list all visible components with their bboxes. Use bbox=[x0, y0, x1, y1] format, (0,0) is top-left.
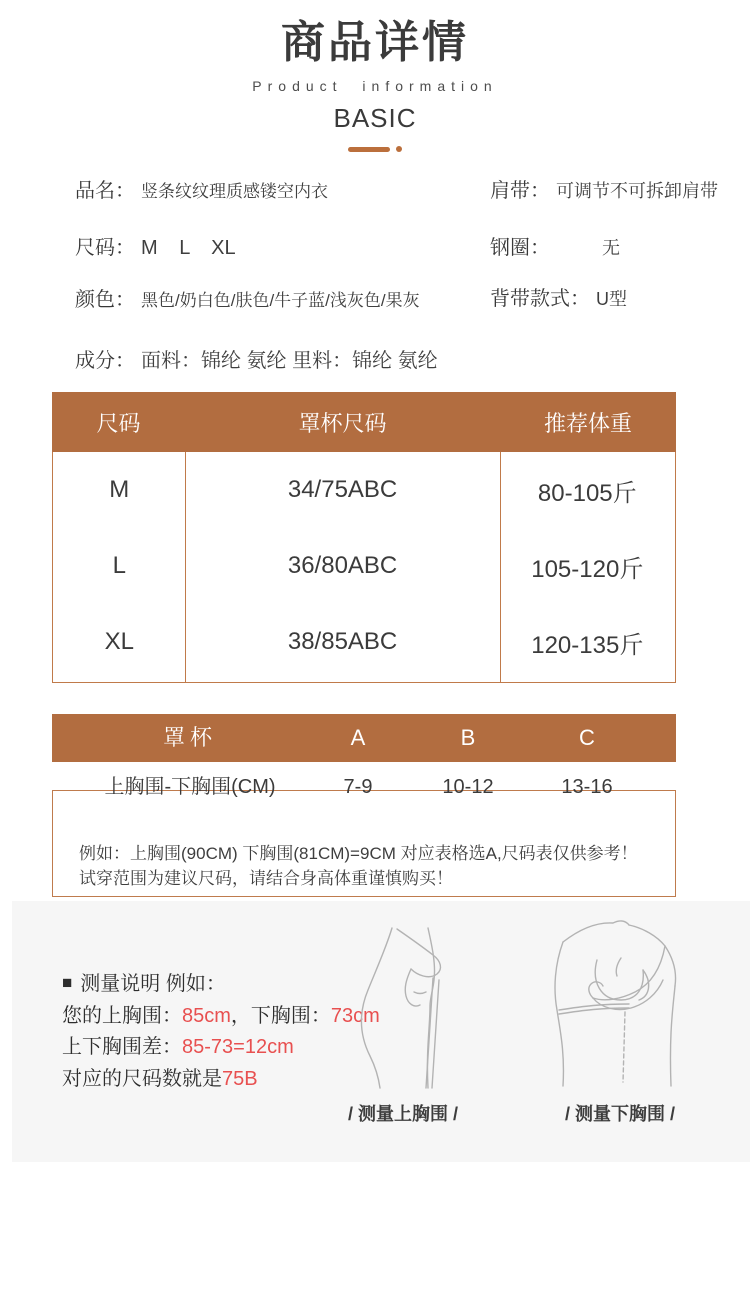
note-line-1: 例如：上胸围(90CM) 下胸围(81CM)=9CM 对应表格选A,尺码表仅供参考！ bbox=[79, 844, 638, 863]
basic-underline-dot bbox=[396, 146, 402, 152]
table-row bbox=[53, 452, 675, 528]
result-size-label: 对应的尺码数就是 bbox=[62, 1067, 222, 1090]
size-table-header bbox=[52, 392, 676, 452]
strap-label: 肩带： bbox=[490, 180, 550, 202]
cup-table-row bbox=[52, 772, 676, 802]
composition-label: 成分： bbox=[75, 350, 135, 372]
underwire-value: 无 bbox=[602, 238, 620, 258]
info-row-size bbox=[75, 231, 236, 260]
under-bust-label: ，下胸围： bbox=[230, 1004, 331, 1027]
note-line-2: 试穿范围为建议尺码，请结合身高体重谨慎购买！ bbox=[79, 869, 453, 888]
info-row-color bbox=[75, 283, 420, 312]
cup-header-a: A bbox=[350, 725, 366, 750]
result-size-value: 75B bbox=[222, 1067, 258, 1090]
cell-size-l: L bbox=[112, 552, 126, 579]
cup-header-cup: 罩杯 bbox=[162, 725, 218, 750]
page-title: 商品详情 bbox=[281, 18, 469, 67]
info-row-product-name bbox=[75, 174, 328, 203]
measure-upper-bust-figure bbox=[340, 926, 480, 1095]
column-divider bbox=[185, 452, 186, 682]
measurement-line-2 bbox=[62, 1032, 380, 1064]
underwire-label: 钢圈： bbox=[490, 237, 550, 259]
bust-difference-label: 上下胸围差： bbox=[62, 1036, 182, 1058]
caption-under-bust: / 测量下胸围 / bbox=[564, 1104, 675, 1124]
measurement-line-1 bbox=[62, 1001, 380, 1033]
cup-row-label: 上胸围-下胸围(CM) bbox=[104, 776, 276, 798]
info-row-strap bbox=[490, 174, 718, 203]
product-name-label: 品名： bbox=[75, 180, 135, 202]
product-name-value: 竖条纹纹理质感镂空内衣 bbox=[141, 182, 328, 201]
size-table bbox=[52, 392, 676, 683]
caption-upper-bust: / 测量上胸围 / bbox=[347, 1104, 458, 1124]
basic-underline-bar bbox=[348, 147, 390, 152]
color-label: 颜色： bbox=[75, 289, 135, 311]
size-table-header-cup: 罩杯尺码 bbox=[298, 410, 387, 436]
cell-size-m: M bbox=[109, 476, 130, 503]
column-divider bbox=[500, 452, 501, 682]
note-text bbox=[79, 841, 638, 891]
cell-cup-xl: 38/85ABC bbox=[287, 628, 398, 655]
basic-underline bbox=[0, 146, 750, 152]
info-row-underwire bbox=[490, 231, 620, 260]
note-box bbox=[52, 790, 676, 897]
cell-cup-l: 36/80ABC bbox=[287, 552, 398, 579]
size-table-header-weight: 推荐体重 bbox=[543, 410, 632, 436]
measurement-instructions bbox=[62, 969, 380, 1095]
measure-under-bust-figure bbox=[545, 918, 705, 1095]
under-bust-line-art bbox=[545, 918, 705, 1090]
size-table-header-size: 尺码 bbox=[96, 410, 141, 436]
under-bust-value: 73cm bbox=[330, 1004, 380, 1027]
cup-row-c: 13-16 bbox=[561, 776, 613, 798]
cup-table-header bbox=[52, 714, 676, 762]
cup-row-a: 7-9 bbox=[343, 776, 373, 798]
cup-header-c: C bbox=[579, 725, 595, 750]
size-label: 尺码： bbox=[75, 237, 135, 259]
cell-weight-m: 80-105斤 bbox=[537, 479, 637, 507]
cup-header-b: B bbox=[460, 725, 476, 750]
basic-label: BASIC bbox=[333, 103, 417, 133]
color-value: 黑色/奶白色/肤色/牛子蓝/浅灰色/果灰 bbox=[141, 291, 420, 310]
cup-row-b: 10-12 bbox=[442, 776, 494, 798]
square-bullet-icon: ■ bbox=[62, 973, 73, 992]
measurement-heading bbox=[62, 969, 380, 1001]
measurement-panel bbox=[12, 901, 750, 1162]
info-row-composition bbox=[75, 344, 438, 373]
upper-bust-label: 您的上胸围： bbox=[62, 1004, 182, 1027]
cell-cup-m: 34/75ABC bbox=[287, 476, 398, 503]
strap-value: 可调节不可拆卸肩带 bbox=[556, 181, 718, 201]
back-style-label: 背带款式： bbox=[490, 288, 590, 310]
table-row bbox=[53, 528, 675, 604]
cell-weight-xl: 120-135斤 bbox=[531, 631, 644, 659]
page-header bbox=[0, 6, 750, 152]
upper-bust-line-art bbox=[340, 926, 480, 1090]
measurement-heading-text: 测量说明 例如： bbox=[80, 973, 226, 995]
cell-weight-l: 105-120斤 bbox=[531, 555, 644, 583]
upper-bust-value: 85cm bbox=[182, 1004, 231, 1027]
bust-difference-value: 85-73=12cm bbox=[182, 1036, 294, 1058]
size-table-body bbox=[52, 452, 676, 683]
back-style-value: U型 bbox=[596, 289, 627, 309]
info-row-back-style bbox=[490, 282, 627, 311]
size-value: M L XL bbox=[141, 237, 236, 259]
page-subtitle: Product information bbox=[252, 78, 498, 94]
cell-size-xl: XL bbox=[104, 628, 134, 655]
table-row bbox=[53, 604, 675, 680]
measurement-line-3 bbox=[62, 1064, 380, 1096]
composition-value: 面料：锦纶 氨纶 里料：锦纶 氨纶 bbox=[141, 350, 438, 372]
